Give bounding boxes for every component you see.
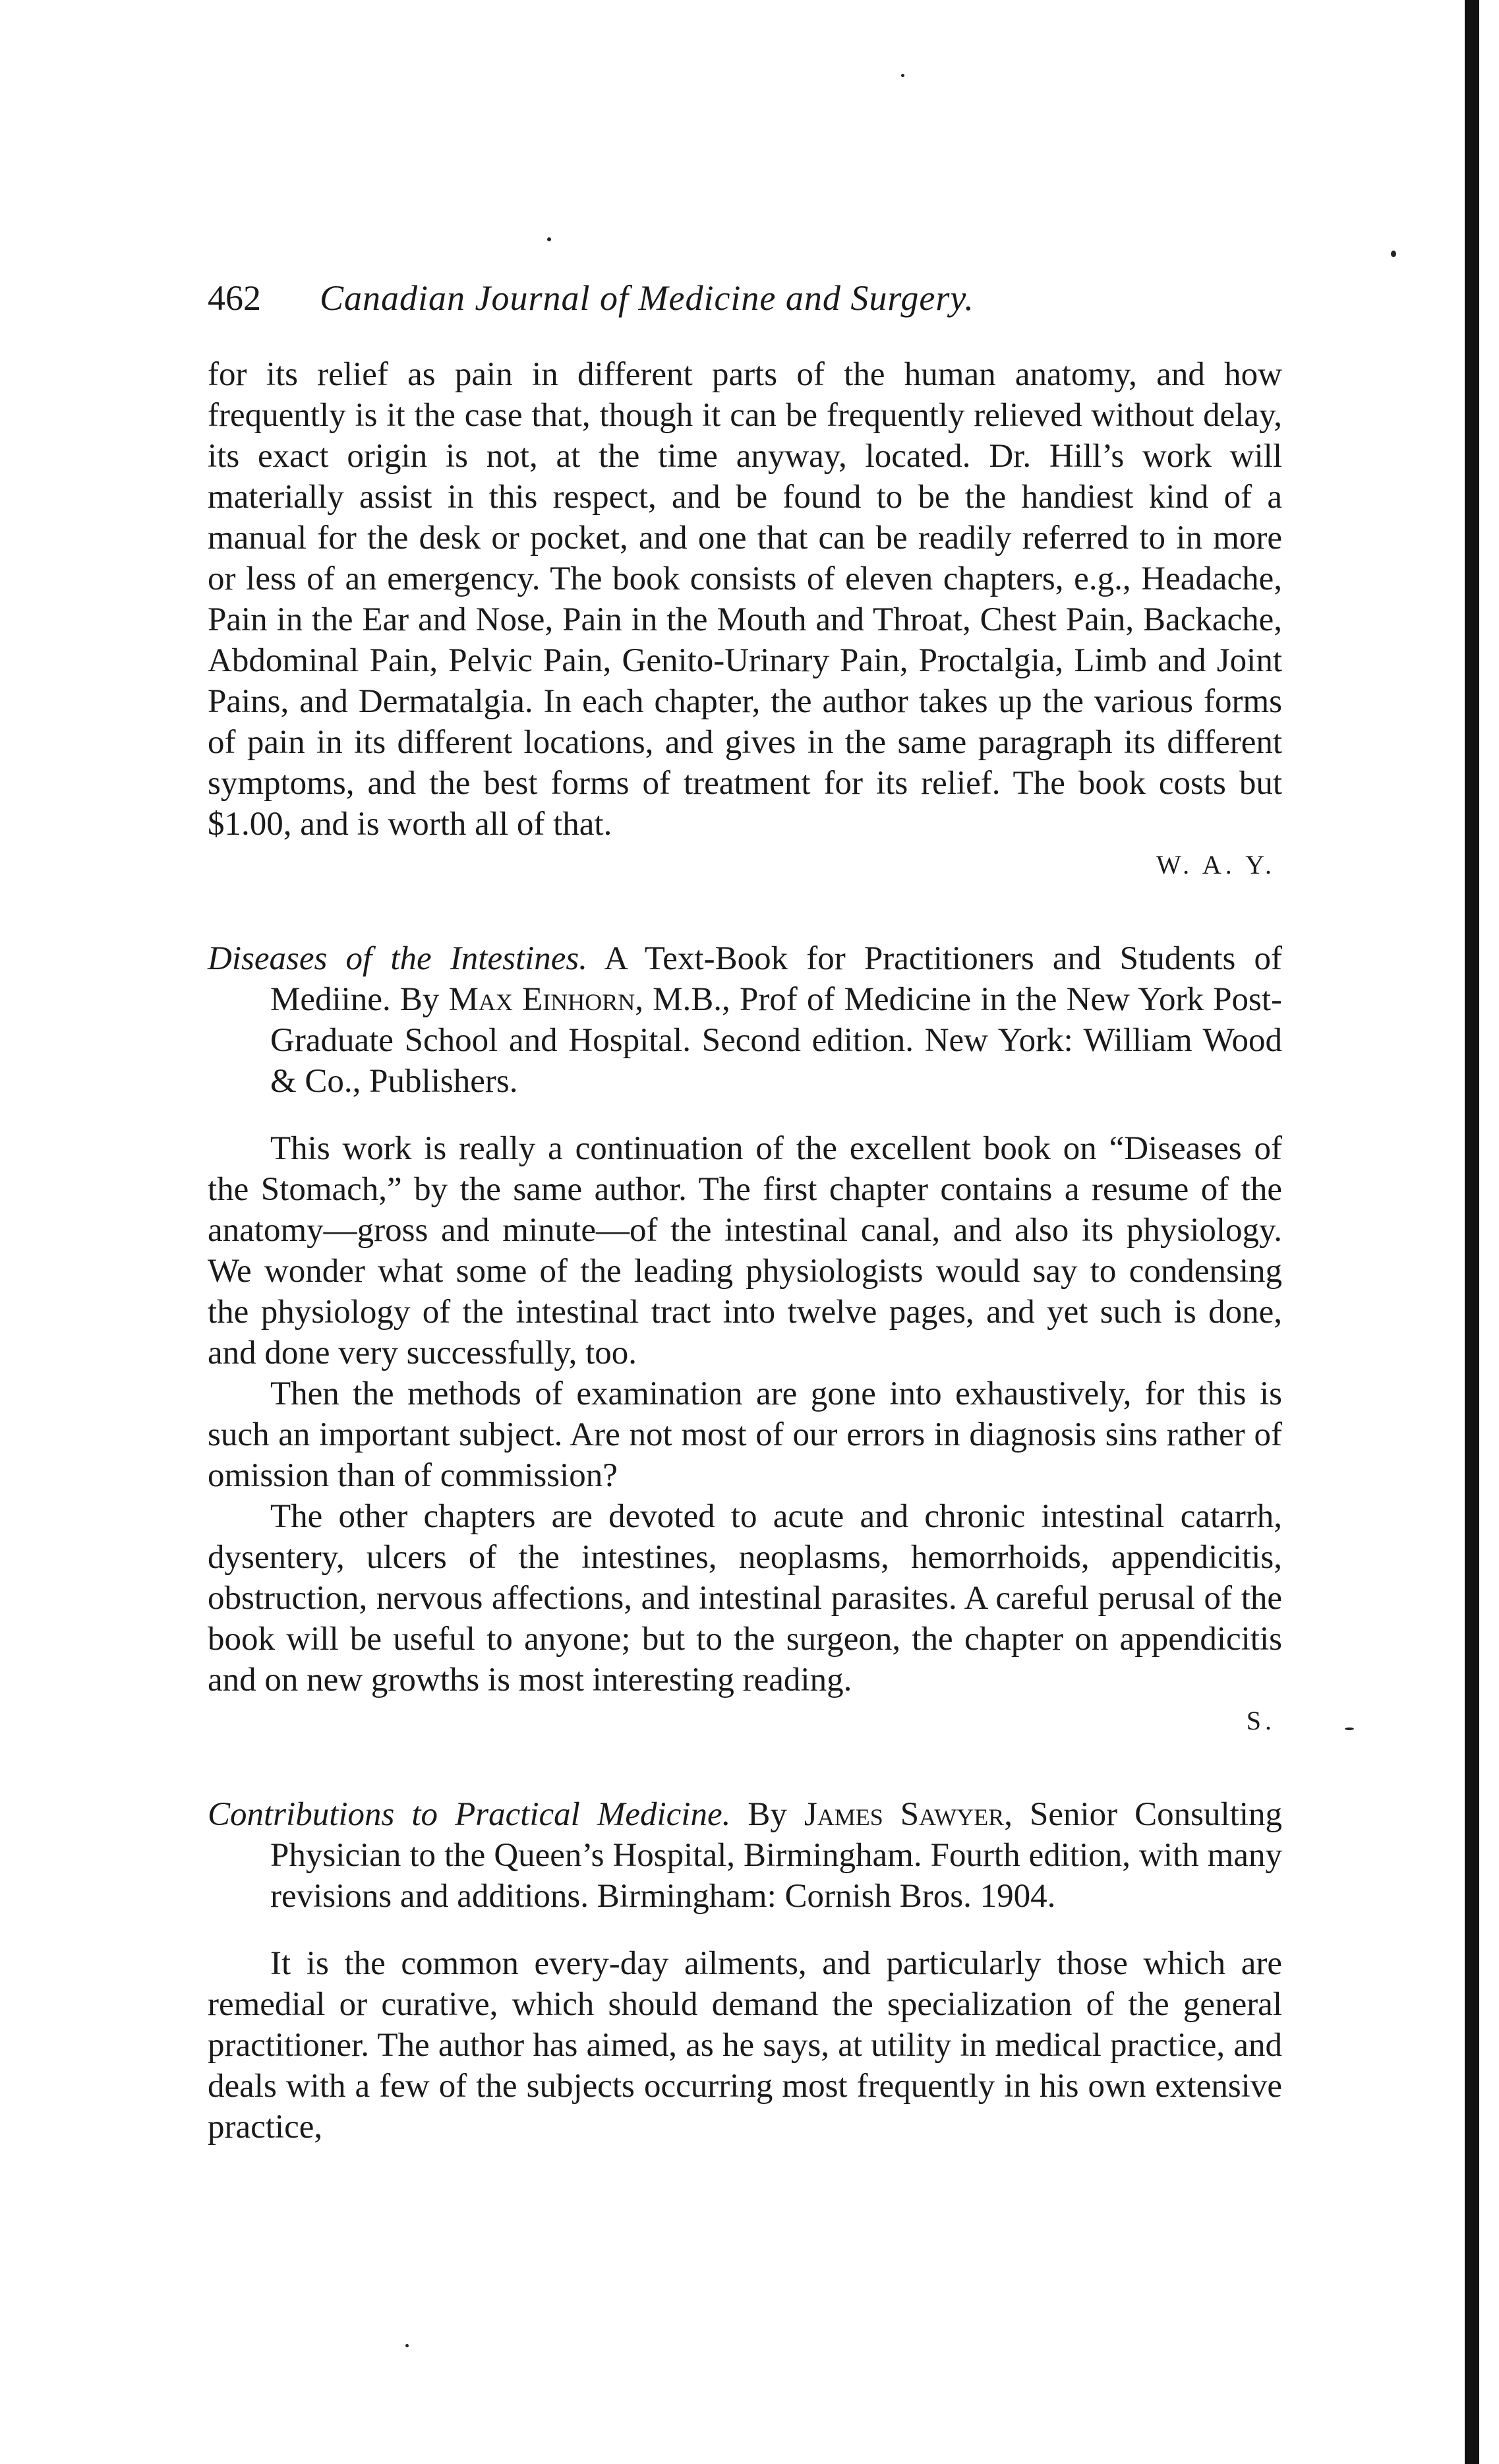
scan-speck <box>405 2344 409 2347</box>
book-title: Contributions to Practical Medicine. <box>208 1796 731 1833</box>
book-author: Max Einhorn <box>448 981 635 1018</box>
book-details: , M.B., Prof of Medicine in the New York Post-Graduate School and Hospital. Second edition. New York: William Wood & Co., Publishers. <box>270 981 1282 1100</box>
reviewer-initials: S. <box>1246 1706 1276 1735</box>
review-paragraph: It is the common every-day ailments, and particularly those which are remedial or curative, which should demand the specialization of the general practitioner. The author has aimed, as he says, at utility in medical practice, and deals with a few of the subjects occurring most frequently in his own extensive practice, <box>208 1945 1282 2146</box>
scan-speck <box>547 237 551 241</box>
book-details: , Senior Consulting Physician to the Queen’s Hospital, Birmingham. Fourth edition, with many revisions and additions. Birmingham: Cornish Bros. 1904. <box>270 1796 1283 1915</box>
review-paragraph: Then the methods of examination are gone into exhaustively, for this is such an important subject. Are not most of our errors in diagnosis sins rather of omission than of commission? <box>208 1375 1282 1494</box>
book-subtitle: A Text-Book for Practitioners and Students of Mediine. By <box>270 940 1283 1018</box>
page-number: 462 <box>208 278 261 318</box>
scan-speck <box>901 74 904 77</box>
scan-speck <box>1391 251 1396 257</box>
review-continued-signature <box>208 845 1282 886</box>
scan-edge-border <box>1465 0 1479 2464</box>
book-title: Diseases of the Intestines. <box>208 940 588 977</box>
review-paragraph: The other chapters are devoted to acute and chronic intestinal catarrh, dysentery, ulcers of the intestines, neoplasms, hemorrhoids, appendicitis, obstruction, nervous affections, and intestinal parasites. A careful perusal of the book will be useful to anyone; but to the surgeon, the chapter on appendicitis and on new growths is most interesting reading. <box>208 1498 1282 1698</box>
review-intestines-signature <box>208 1700 1282 1741</box>
scan-speck <box>1345 1728 1354 1730</box>
review-paragraph: This work is really a continuation of the excellent book on “Diseases of the Stomach,” by the same author. The first chapter contains a resume of the anatomy—gross and minute—of the intestinal canal, and also its physiology. We wonder what some of the leading physiologists would say to condensing the physiology of the intestinal tract into twelve pages, and yet such is done, and done very successfully, too. <box>208 1130 1282 1371</box>
page-header <box>208 280 1282 316</box>
review-heading-practical-medicine <box>208 1794 1282 1917</box>
book-by: By <box>748 1796 787 1833</box>
review-continued-text: for its relief as pain in different parts of the human anatomy, and how frequently is it the case that, though it can be frequently relieved without delay, its exact origin is not, at the time anyway, located. Dr. Hill’s work will materially assist in this respect, and be found to be the handiest kind of a manual for the desk or pocket, and one that can be readily referred to in more or less of an emergency. The book consists of eleven chapters, e.g., Headache, Pain in the Ear and Nose, Pain in the Mouth and Throat, Chest Pain, Backache, Abdominal Pain, Pelvic Pain, Genito-Urinary Pain, Proctalgia, Limb and Joint Pains, and Dermatalgia. In each chapter, the author takes up the various forms of pain in its different locations, and gives in the same paragraph its different symptoms, and the best forms of treatment for its relief. The book costs but $1.00, and is worth all of that. <box>208 356 1282 843</box>
journal-page <box>208 280 1282 2148</box>
reviewer-initials: W. A. Y. <box>1156 850 1276 880</box>
book-author: James Sawyer <box>804 1796 1005 1833</box>
running-title: Canadian Journal of Medicine and Surgery. <box>320 278 974 318</box>
review-heading-intestines <box>208 938 1282 1102</box>
